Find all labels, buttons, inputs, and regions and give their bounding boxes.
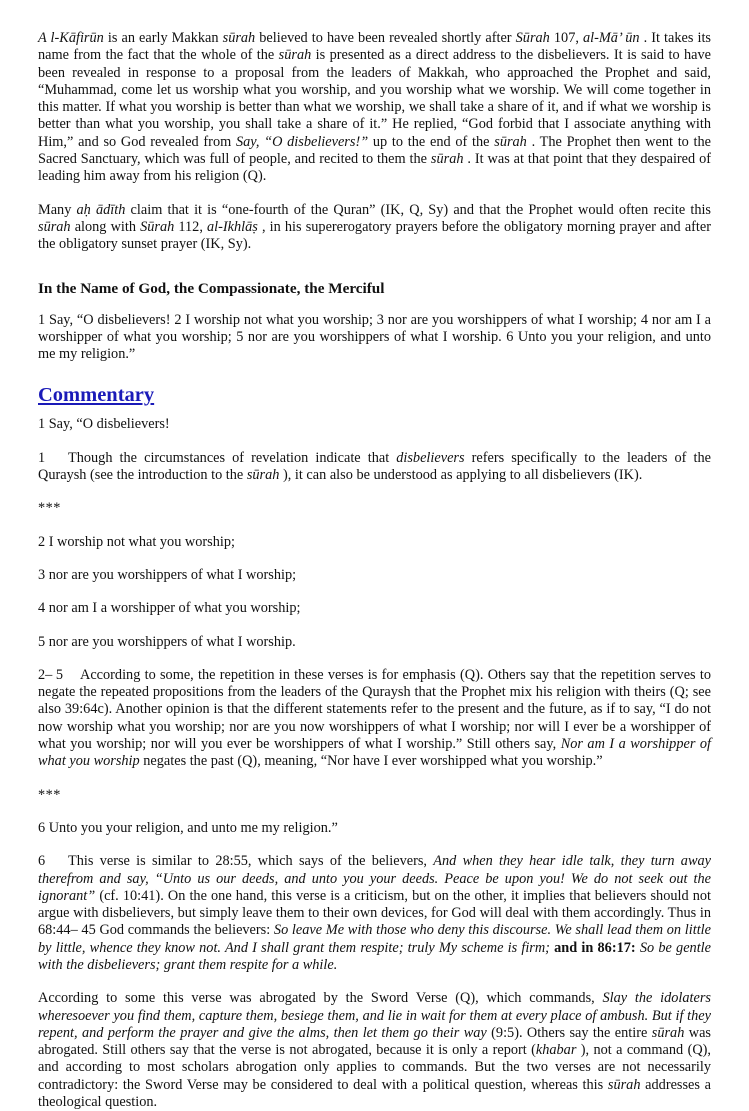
section-separator-2: *** [38,786,61,803]
intro-paragraph-2: Many aḥ ādīth claim that it is “one-fourth of the Quran” (IK, Q, Sy) and that the Prophet would often recite this sūrah along with Sūrah 112, al-Ikhlāṣ , in his supererogatory prayers before the obligatory morning prayer and after the obligatory sunset prayer (IK, Sy). [38,201,712,253]
commentary-note-number: 6 [38,853,46,870]
basmala-heading-wrap [38,279,711,298]
spacer [38,265,711,279]
commentary-heading-wrap [38,383,711,407]
commentary-note-1 [38,450,711,485]
commentary-note-abrogation: According to some this verse was abrogated by the Sword Verse (Q), which commands, Slay the idolaters wheresoever you find them, capture them, besiege them, and lie in wait for them at every place of ambush. But if they repent, and perform the prayer and give the alms, then let them go their way (9:5). Others say the entire sūrah was abrogated. Still others say that the verse is not abrogated, because it is only a report (khabar ), not a command (Q), and according to most scholars abrogation only applies to commands. But the two verses are not necessarily contradictory: the Sword Verse may be considered to deal with a political question, whereas this sūrah addresses a theological question. [38,990,711,1111]
spacer [38,374,711,383]
commentary-note-body: Though the circumstances of revelation indicate that disbelievers refers specifically to the leaders of the Quraysh (see the introduction to the sūrah ), it can also be understood as applying to all disbelievers (IK). [38,449,711,484]
commentary-heading: Commentary [38,384,155,407]
commentary-note-2-5 [38,667,711,771]
commentary-verse-2: 2 I worship not what you worship; [38,533,235,550]
commentary-verse-6: 6 Unto you your religion, and unto me my religion.” [38,819,338,836]
document-page [38,30,711,1111]
commentary-verse-5: 5 nor are you worshippers of what I worship. [38,633,296,650]
commentary-verse-4: 4 nor am I a worshipper of what you worship; [38,600,301,617]
commentary-note-6 [38,853,711,974]
commentary-note-number: 1 [38,449,46,466]
intro-paragraph-1: A l-Kāfirūn is an early Makkan sūrah believed to have been revealed shortly after Sūrah 107, al-Mā’ ūn . It takes its name from the fact that the whole of the sūrah is presented as a direct address to the disbelievers. It is said to have been revealed in response to a proposal from the leaders of Makkah, who approached the Prophet and said, “Muhammad, come let us worship what you worship, and you worship what we worship. We will come together in this matter. If what you worship is better than what we worship, we shall take a share of it, and if what we worship is better than what you worship, you shall take a share of it.” He replied, “God forbid that I associate anything with Him,” and so God revealed from Say, “O disbelievers!” up to the end of the sūrah . The Prophet then went to the Sacred Sanctuary, which was full of people, and recited to them the sūrah . It was at that point that they despaired of leading him away from his religion (Q). [38,30,712,185]
full-surah-text: 1 Say, “O disbelievers! 2 I worship not what you worship; 3 nor are you worshippers of what I worship; 4 nor am I a worshipper of what you worship; 5 nor are you worshippers of what I worship. 6 Unto you your religion, and unto me my religion.” [38,311,711,363]
commentary-note-body: This verse is similar to 28:55, which says of the believers, And when they hear idle talk, they turn away therefrom and say, “Unto us our deeds, and unto you your deeds. Peace be upon you! We do not seek out the ignorant” (cf. 10:41). On the one hand, this verse is a criticism, but on the other, it implies that believers should not argue with disbelievers, but simply leave them to their own devices, for God will deal with them accordingly. Thus in 68:44– 45 God commands the believers: So leave Me with those who deny this discourse. We shall lead them on little by little, whence they know not. And I shall grant them respite; truly My scheme is firm; and in 86:17: So be gentle with the disbelievers; grant them respite for a while. [38,853,711,973]
spacer [38,407,711,416]
commentary-verse-3: 3 nor are you worshippers of what I worship; [38,566,297,583]
commentary-note-body: According to some, the repetition in these verses is for emphasis (Q). Others say that the repetition serves to negate the repeated propositions from the leaders of the Quraysh that the Prophet mix his religion with theirs (Q; see also 39:64c). Another opinion is that the different statements refer to the present and the future, as if to say, “I do not now worship what you worship; nor are you now worshippers of what I worship; nor will I ever be a worshipper of what you worship; nor will you ever be worshippers of what I worship.” Still others say, Nor am I a worshipper of what you worship negates the past (Q), meaning, “Nor have I ever worshipped what you worship.” [38,666,711,770]
commentary-verse-1: 1 Say, “O disbelievers! [38,416,170,433]
spacer [38,298,711,312]
basmala-heading: In the Name of God, the Compassionate, the Merciful [38,279,385,297]
section-separator-1: *** [38,500,61,517]
commentary-note-number: 2– 5 [38,666,64,683]
